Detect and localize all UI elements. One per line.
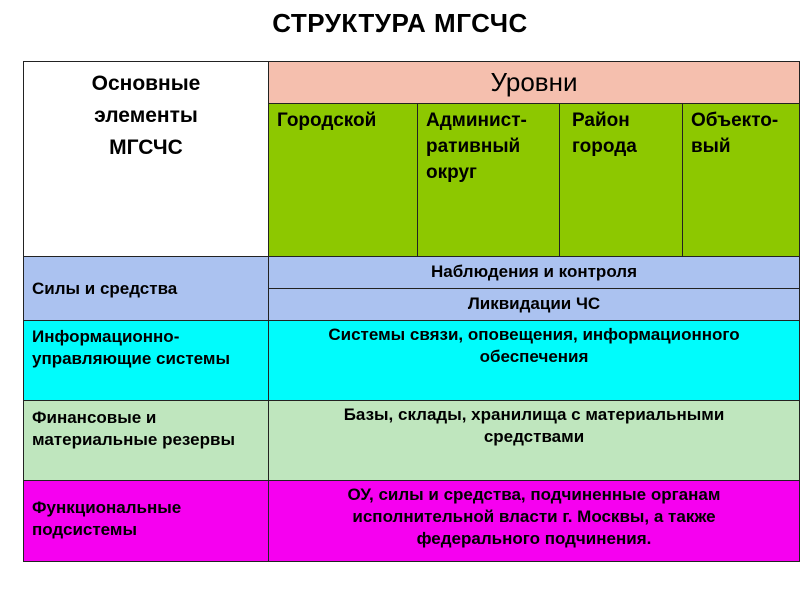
row-label-text: Финансовые и материальные резервы — [32, 408, 235, 449]
row-label-text: Функциональные подсистемы — [32, 498, 182, 539]
cell-text: Ликвидации ЧС — [467, 294, 601, 313]
level-admin-okrug — [418, 104, 560, 257]
row-label-functional-subsystems — [24, 481, 269, 562]
structure-table — [23, 61, 800, 562]
info-systems-cell — [269, 321, 800, 401]
corner-header-cell — [24, 62, 269, 257]
page-title: СТРУКТУРА МГСЧС — [272, 8, 528, 38]
forces-liquidation-cell — [269, 289, 800, 321]
cell-text: ОУ, силы и средства, подчиненные органам исполнительной власти г. Москвы, а также федерального подчинения. — [347, 485, 721, 548]
row-label-info-systems — [24, 321, 269, 401]
row-label-forces — [24, 257, 269, 321]
forces-observation-cell — [269, 257, 800, 289]
row-label-text: Информационно-управляющие системы — [32, 327, 231, 368]
level-label: Админист-ративный округ — [426, 110, 527, 183]
levels-header-cell — [269, 62, 800, 104]
finance-reserves-cell — [269, 401, 800, 481]
corner-header-label: Основные элементы МГСЧС — [91, 72, 201, 159]
level-label: Район города — [572, 110, 637, 157]
functional-subsystems-cell — [269, 481, 800, 562]
levels-title: Уровни — [490, 67, 578, 97]
cell-text: Наблюдения и контроля — [430, 262, 637, 281]
level-obektovy — [683, 104, 800, 257]
level-gorodskoy — [269, 104, 418, 257]
level-label: Объекто-вый — [691, 110, 779, 157]
level-label: Городской — [277, 110, 377, 131]
cell-text: Системы связи, оповещения, информационного обеспечения — [328, 325, 740, 366]
level-rayon-goroda — [560, 104, 683, 257]
row-label-text: Силы и средства — [32, 279, 178, 298]
row-label-finance-reserves — [24, 401, 269, 481]
cell-text: Базы, склады, хранилища с материальными средствами — [343, 405, 725, 446]
